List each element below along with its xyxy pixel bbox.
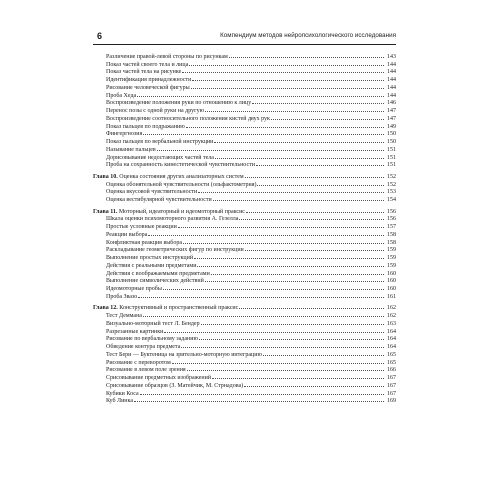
toc-entry	[93, 122, 396, 130]
toc-entry-title: Обведение контура предмета	[106, 344, 181, 351]
toc-group-chapter-10	[93, 180, 396, 203]
toc-entry	[93, 52, 396, 60]
leader-dots	[205, 106, 384, 112]
leader-dots	[189, 60, 384, 66]
toc-entry-page: 154	[387, 197, 396, 204]
toc-chapter-12	[93, 303, 396, 311]
toc-entry-title: Действия с воображаемыми предметами	[106, 270, 210, 277]
toc-entry-title: Оценка обонятельной чувствительности (ольфактометрия)	[106, 181, 257, 188]
toc-entry-page: 147	[387, 115, 396, 122]
toc-entry-title: Шкала оценки психомоторного развития А. Гезелла	[106, 216, 239, 223]
toc-entry-title: Срисовывание образцов (З. Матейчик, М. Стрнадова)	[106, 382, 244, 389]
toc-entry-title: Оценка вкусовой чувствительности	[106, 189, 198, 196]
leader-dots	[244, 381, 384, 387]
toc-chapter-11	[93, 207, 396, 215]
chapter-label: Глава 12.	[93, 305, 118, 312]
toc-entry-page: 162	[387, 313, 396, 320]
toc-entry	[93, 67, 396, 75]
toc-entry	[93, 245, 396, 253]
toc-entry-page: 158	[387, 239, 396, 246]
leader-dots	[140, 389, 384, 395]
toc-entry	[93, 389, 396, 397]
toc-entry	[93, 238, 396, 246]
toc-entry	[93, 319, 396, 327]
toc-entry-page: 169	[387, 398, 396, 405]
chapter-title: Моторный, идеаторный и идеомоторный праксис	[118, 208, 245, 215]
toc-entry-title: Разрезанные картинки	[106, 328, 164, 335]
leader-dots	[137, 91, 384, 97]
leader-dots	[246, 207, 384, 213]
leader-dots	[143, 311, 384, 317]
leader-dots	[198, 187, 384, 193]
leader-dots	[172, 358, 384, 364]
toc-entry-page: 160	[387, 286, 396, 293]
toc-entry-page: 146	[387, 100, 396, 107]
chapter-label: Глава 11.	[93, 208, 118, 215]
toc-entry	[93, 284, 396, 292]
toc-entry	[93, 342, 396, 350]
toc-entry	[93, 276, 396, 284]
toc-entry-page: 144	[387, 69, 396, 76]
chapter-title: Оценка состояния других анализаторных систем	[119, 173, 244, 180]
toc-entry	[93, 160, 396, 168]
toc-entry-page: 167	[387, 390, 396, 397]
toc-entry	[93, 114, 396, 122]
leader-dots	[138, 292, 384, 298]
leader-dots	[205, 276, 384, 282]
leader-dots	[252, 98, 384, 104]
toc-entry	[93, 91, 396, 99]
leader-dots	[213, 195, 384, 201]
toc-entry-title: Рисование по вербальному заданию	[106, 336, 198, 343]
toc-entry-title: Куб Линка	[106, 398, 134, 405]
leader-dots	[186, 122, 384, 128]
toc-group-chapter-11	[93, 214, 396, 299]
chapter-label: Глава 10.	[93, 173, 118, 180]
toc-entry-title: Проба Хеда	[106, 92, 137, 99]
toc-entry	[93, 292, 396, 300]
toc-entry-page: 164	[387, 328, 396, 335]
toc-entry-page: 163	[387, 320, 396, 327]
leader-dots	[215, 153, 384, 159]
leader-dots	[214, 137, 384, 143]
toc-entry-page: 158	[387, 231, 396, 238]
toc-entry	[93, 327, 396, 335]
toc-entry-page: 164	[387, 336, 396, 343]
leader-dots	[201, 319, 384, 325]
toc-entry	[93, 180, 396, 188]
toc-group-chapter-12	[93, 311, 396, 404]
toc-entry-page: 151	[387, 154, 396, 161]
toc-entry-page: 159	[387, 262, 396, 269]
toc-entry-title: Показ частей своего тела и лица	[106, 61, 189, 68]
leader-dots	[263, 350, 384, 356]
toc-entry	[93, 269, 396, 277]
toc-entry-title: Простые условные реакции	[106, 224, 177, 231]
leader-dots	[245, 172, 384, 178]
toc-entry	[93, 230, 396, 238]
toc-entry	[93, 187, 396, 195]
chapter-title: Конструктивный и пространственный праксис	[119, 305, 239, 312]
leader-dots	[191, 83, 384, 89]
leader-dots	[199, 334, 384, 340]
toc-entry-page: 161	[387, 293, 396, 300]
toc-entry-page: 166	[387, 367, 396, 374]
leader-dots	[245, 245, 384, 251]
toc-entry	[93, 358, 396, 366]
leader-dots	[239, 214, 384, 220]
leader-dots	[192, 75, 384, 81]
toc-entry-title: Действия с реальными предметами	[106, 262, 197, 269]
table-of-contents	[93, 52, 396, 404]
leader-dots	[211, 269, 384, 275]
leader-dots	[181, 342, 384, 348]
toc-entry	[93, 253, 396, 261]
toc-entry-page: 159	[387, 247, 396, 254]
toc-entry-title: Воспроизведение соотносительного положения кистей двух рук	[106, 115, 270, 122]
leader-dots	[212, 373, 384, 379]
toc-entry	[93, 381, 396, 389]
toc-entry	[93, 373, 396, 381]
toc-chapter-10	[93, 172, 396, 180]
page-number: 6	[97, 31, 103, 41]
toc-entry-title: Показ частей тела на рисунке	[106, 69, 182, 76]
toc-entry-page: 144	[387, 61, 396, 68]
toc-entry-title: Проба на сохранность кинестетической чувствительности	[106, 162, 255, 169]
toc-entry-title: Воспроизведение положения руки по отношению к лицу	[106, 100, 252, 107]
toc-entry-title: Реакции выбора	[106, 231, 148, 238]
toc-entry-page: 160	[387, 270, 396, 277]
toc-entry	[93, 106, 396, 114]
toc-entry-page: 150	[387, 131, 396, 138]
toc-entry-title: Конфликтная реакция выбора	[106, 239, 183, 246]
toc-entry-page: 153	[387, 189, 396, 196]
toc-entry-page: 144	[387, 77, 396, 84]
leader-dots	[257, 180, 384, 186]
toc-entry	[93, 137, 396, 145]
toc-entry	[93, 83, 396, 91]
leader-dots	[143, 129, 384, 135]
toc-entry-page: 160	[387, 278, 396, 285]
toc-entry-page: 151	[387, 146, 396, 153]
toc-entry	[93, 145, 396, 153]
toc-entry-title: Выполнение простых инструкций	[106, 255, 194, 262]
leader-dots	[134, 396, 384, 402]
toc-entry-page: 144	[387, 92, 396, 99]
toc-entry-title: Срисовывание предметных изображений	[106, 375, 212, 382]
toc-entry	[93, 334, 396, 342]
leader-dots	[163, 284, 384, 290]
toc-entry-title: Тест Бери — Буктеница на зрительно-моторную интеграцию	[106, 351, 262, 358]
leader-dots	[164, 327, 384, 333]
leader-dots	[194, 253, 384, 259]
toc-entry-page: 147	[387, 108, 396, 115]
toc-entry-title: Кубики Коса	[106, 390, 139, 397]
toc-entry	[93, 60, 396, 68]
leader-dots	[187, 365, 384, 371]
toc-entry-title: Раскладывание геометрических фигур по инструкции	[106, 247, 244, 254]
toc-entry-title: Оценка вестибулярной чувствительности	[106, 197, 212, 204]
toc-entry	[93, 75, 396, 83]
toc-entry	[93, 195, 396, 203]
toc-entry-page: 149	[387, 123, 396, 130]
leader-dots	[256, 160, 384, 166]
toc-entry-page: 165	[387, 351, 396, 358]
toc-entry-title: Фингергнозия	[106, 131, 143, 138]
toc-entry	[93, 98, 396, 106]
toc-entry	[93, 396, 396, 404]
chapter-page: 162	[387, 305, 396, 312]
leader-dots	[271, 114, 384, 120]
leader-dots	[148, 230, 384, 236]
toc-entry-title: Тест Деммана	[106, 313, 142, 320]
book-page	[93, 30, 396, 470]
toc-entry-title: Различение правой-левой стороны по рисункам	[106, 54, 228, 60]
leader-dots	[229, 52, 384, 58]
toc-entry	[93, 129, 396, 137]
toc-group-continued	[93, 52, 396, 168]
toc-entry-page: 152	[387, 181, 396, 188]
toc-entry-title: Называние пальцев	[106, 146, 156, 153]
toc-entry-page: 165	[387, 359, 396, 366]
page-header	[93, 30, 396, 45]
toc-entry-page: 156	[387, 216, 396, 223]
leader-dots	[157, 145, 384, 151]
leader-dots	[183, 238, 384, 244]
toc-entry-page: 159	[387, 255, 396, 262]
toc-entry	[93, 214, 396, 222]
toc-entry-page: 151	[387, 162, 396, 169]
toc-entry-title: Выполнение символических действий	[106, 278, 204, 285]
toc-entry	[93, 261, 396, 269]
leader-dots	[197, 261, 384, 267]
chapter-page: 156	[387, 208, 396, 215]
toc-entry-title: Идеомоторные пробы	[106, 286, 162, 293]
toc-entry	[93, 311, 396, 319]
toc-entry-page: 143	[387, 54, 396, 60]
toc-entry-title: Перенос позы с одной руки на другую	[106, 108, 205, 115]
toc-entry-title: Визуально-моторный тест Л. Бендер	[106, 320, 200, 327]
running-title: Компендиум методов нейропсихологического исследования	[220, 32, 396, 39]
leader-dots	[178, 222, 384, 228]
toc-entry-title: Рисование человеческой фигуры	[106, 84, 190, 91]
toc-entry-title: Показ пальцев по вербальной инструкции	[106, 139, 214, 146]
toc-entry-title: Показ пальцев по подражанию	[106, 123, 185, 130]
toc-entry-title: Проба Звазо	[106, 293, 138, 300]
toc-entry-title: Дорисовывание недостающих частей тела	[106, 154, 214, 161]
toc-entry-title: Рисование в левом поле зрения	[106, 367, 186, 374]
toc-entry	[93, 365, 396, 373]
toc-entry	[93, 153, 396, 161]
toc-entry-page: 157	[387, 224, 396, 231]
leader-dots	[239, 303, 384, 309]
toc-entry-page: 167	[387, 375, 396, 382]
toc-entry-page: 144	[387, 84, 396, 91]
toc-entry-title: Рисование с переворотом	[106, 359, 171, 366]
leader-dots	[182, 67, 384, 73]
chapter-page: 152	[387, 173, 396, 180]
toc-entry-page: 164	[387, 344, 396, 351]
toc-entry	[93, 350, 396, 358]
toc-entry-page: 150	[387, 139, 396, 146]
toc-entry	[93, 222, 396, 230]
toc-entry-page: 167	[387, 382, 396, 389]
toc-entry-title: Идентификация принадлежности	[106, 77, 192, 84]
